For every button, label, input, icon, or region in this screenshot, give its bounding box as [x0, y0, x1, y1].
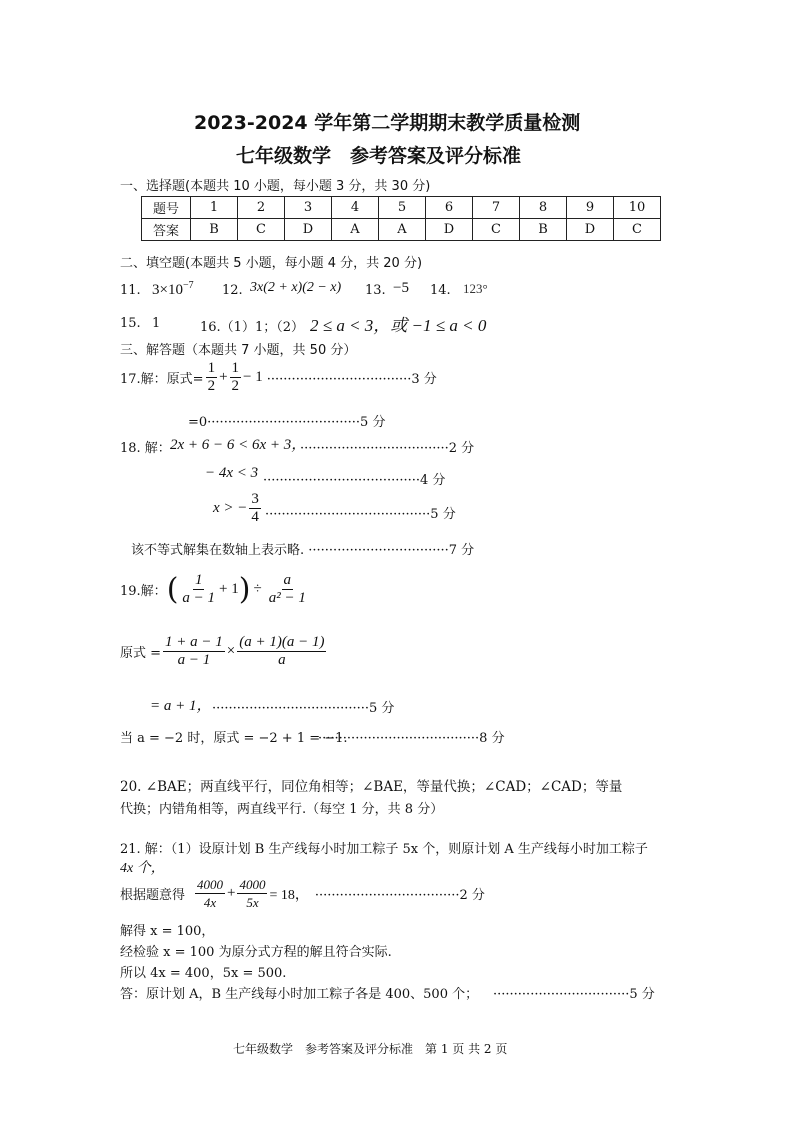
q19-line-3: = a + 1， [150, 698, 212, 714]
score-dots: ····································2 分 [300, 441, 475, 456]
q21-line-5: 经检验 x = 100 为原分式方程的解且符合实际. [120, 945, 392, 960]
table-cell: 2 [238, 197, 285, 219]
table-cell: C [473, 219, 520, 241]
table-cell: 9 [567, 197, 614, 219]
q18-label: 18. 解： [120, 441, 171, 456]
table-cell: 4 [332, 197, 379, 219]
table-cell: A [379, 219, 426, 241]
answer-table [141, 196, 661, 241]
q11-label: 11. [120, 283, 141, 298]
row-label-number: 题号 [142, 197, 191, 219]
q21-line-4: 解得 x = 100， [120, 924, 215, 939]
q16-label: 16.（1）1；（2） [200, 320, 304, 335]
table-cell: 5 [379, 197, 426, 219]
table-cell: C [238, 219, 285, 241]
q19-label: 19.解： [120, 584, 167, 599]
q17-rest: − 1 [243, 369, 263, 385]
fraction: $\frac{4000}{4x}$ [197, 877, 224, 910]
table-cell: D [426, 219, 473, 241]
table-row [142, 197, 661, 219]
fraction: $\frac{1}{a - 1}$ [182, 572, 216, 606]
q19-line-1: 19.解： ( $\frac{1}{a - 1}$ + 1 ) ÷ $\frac{a}{\text{a² − 1}}$ [120, 572, 306, 607]
q14-label: 14. [430, 283, 451, 298]
score-dots: ···································2 分 [314, 888, 485, 903]
title-line-2: 七年级数学 参考答案及评分标准 [236, 145, 522, 167]
score-dots: ······································5 分 [212, 701, 395, 716]
section-solve-heading: 三、解答题（本题共 7 小题，共 50 分） [120, 343, 357, 358]
table-row [142, 219, 661, 241]
q16-answer: 2 ≤ a < 3，或 −1 ≤ a < 0 [310, 316, 487, 335]
table-cell: 1 [191, 197, 238, 219]
row-label-answer: 答案 [142, 219, 191, 241]
table-cell: 6 [426, 197, 473, 219]
table-cell: A [332, 219, 379, 241]
score-dots: ·································5 分 [493, 987, 655, 1002]
table-cell: 7 [473, 197, 520, 219]
fraction: $\frac{1 + a - 1}{a - 1}$ [165, 634, 223, 668]
page-footer: 七年级数学 参考答案及评分标准 第 1 页 共 2 页 [233, 1042, 508, 1056]
table-cell: C [614, 219, 661, 241]
table-cell: D [285, 219, 332, 241]
q19-line-2: 原式 = $\frac{1 + a - 1}{a - 1}$ × $\frac{(a + 1)(a - 1)}{a}$ [120, 634, 325, 668]
q20-line-2: 代换；内错角相等，两直线平行.（每空 1 分，共 8 分） [120, 802, 444, 817]
table-cell: 3 [285, 197, 332, 219]
q15-label: 15. [120, 316, 141, 331]
q21-equation: 根据题意得 $\frac{4000}{4x}$ + $\frac{4000}{5x}$ = 18， ···································2 分 [120, 877, 485, 910]
fraction: $\frac{3}{4}$ [251, 491, 259, 525]
table-cell: D [567, 219, 614, 241]
section-choice-heading: 一、选择题(本题共 10 小题，每小题 3 分，共 30 分) [120, 179, 431, 194]
q21-line-1: 21. 解：（1）设原计划 B 生产线每小时加工粽子 5x 个，则原计划 A 生产线每小时加工粽子 [120, 842, 648, 857]
score-dots: ········································5 分 [265, 507, 456, 522]
q18-line-4: 该不等式解集在数轴上表示略. ··································7 分 [131, 543, 475, 558]
fraction: $\frac{(a + 1)(a - 1)}{a}$ [239, 634, 325, 668]
q17-line-2: =0·····································5 分 [188, 415, 386, 430]
table-cell: 10 [614, 197, 661, 219]
q21-line-2: 4x 个， [120, 861, 165, 876]
q17-label: 17.解：原式= [120, 372, 204, 387]
title-line-1: 2023-2024 学年第二学期期末教学质量检测 [194, 112, 581, 134]
q12-label: 12. [222, 283, 243, 298]
q21-line-7: 答：原计划 A，B 生产线每小时加工粽子各是 400、500 个； [120, 987, 479, 1002]
fraction: $\frac{a}{\text{a² − 1}}$ [268, 572, 306, 606]
section-fill-heading: 二、填空题(本题共 5 小题，每小题 4 分，共 20 分) [120, 256, 423, 271]
score-dots: ······································4 分 [263, 473, 446, 488]
q18-line-3: x > − $\frac{3}{4}$ [213, 491, 259, 525]
fraction: $\frac{1}{2}$ [207, 360, 216, 394]
q13-answer: −5 [393, 280, 409, 296]
table-cell: 8 [520, 197, 567, 219]
q21-line-6: 所以 4x = 400，5x = 500. [120, 966, 287, 981]
q18-line-1: 2x + 6 − 6 < 6x + 3， [170, 437, 307, 453]
q20-line-1: 20. ∠BAE；两直线平行，同位角相等；∠BAE，等量代换；∠CAD；∠CAD；等量 [120, 779, 623, 795]
fraction: $\frac{1}{2}$ [231, 360, 240, 394]
table-cell: B [191, 219, 238, 241]
q17-line-1: 17.解：原式= $\frac{1}{2}$ + $\frac{1}{2}$ − 1 ···································3 分 [120, 360, 437, 394]
q19-line-4: 当 a = −2 时，原式 = −2 + 1 = −1. [120, 731, 348, 746]
score-dots: ···································3 分 [266, 372, 437, 387]
q15-answer: 1 [152, 316, 161, 331]
q12-answer: 3x(2 + x)(2 − x) [250, 280, 342, 295]
q14-answer: 123° [463, 281, 488, 296]
q18-line-2: − 4x < 3 [205, 465, 259, 481]
q13-label: 13. [365, 283, 386, 298]
table-cell: B [520, 219, 567, 241]
fraction: $\frac{4000}{5x}$ [239, 877, 266, 910]
q11-answer: $3\times 10^{-7}$ [152, 280, 194, 298]
score-dots: ·······································8 分 [318, 731, 505, 746]
